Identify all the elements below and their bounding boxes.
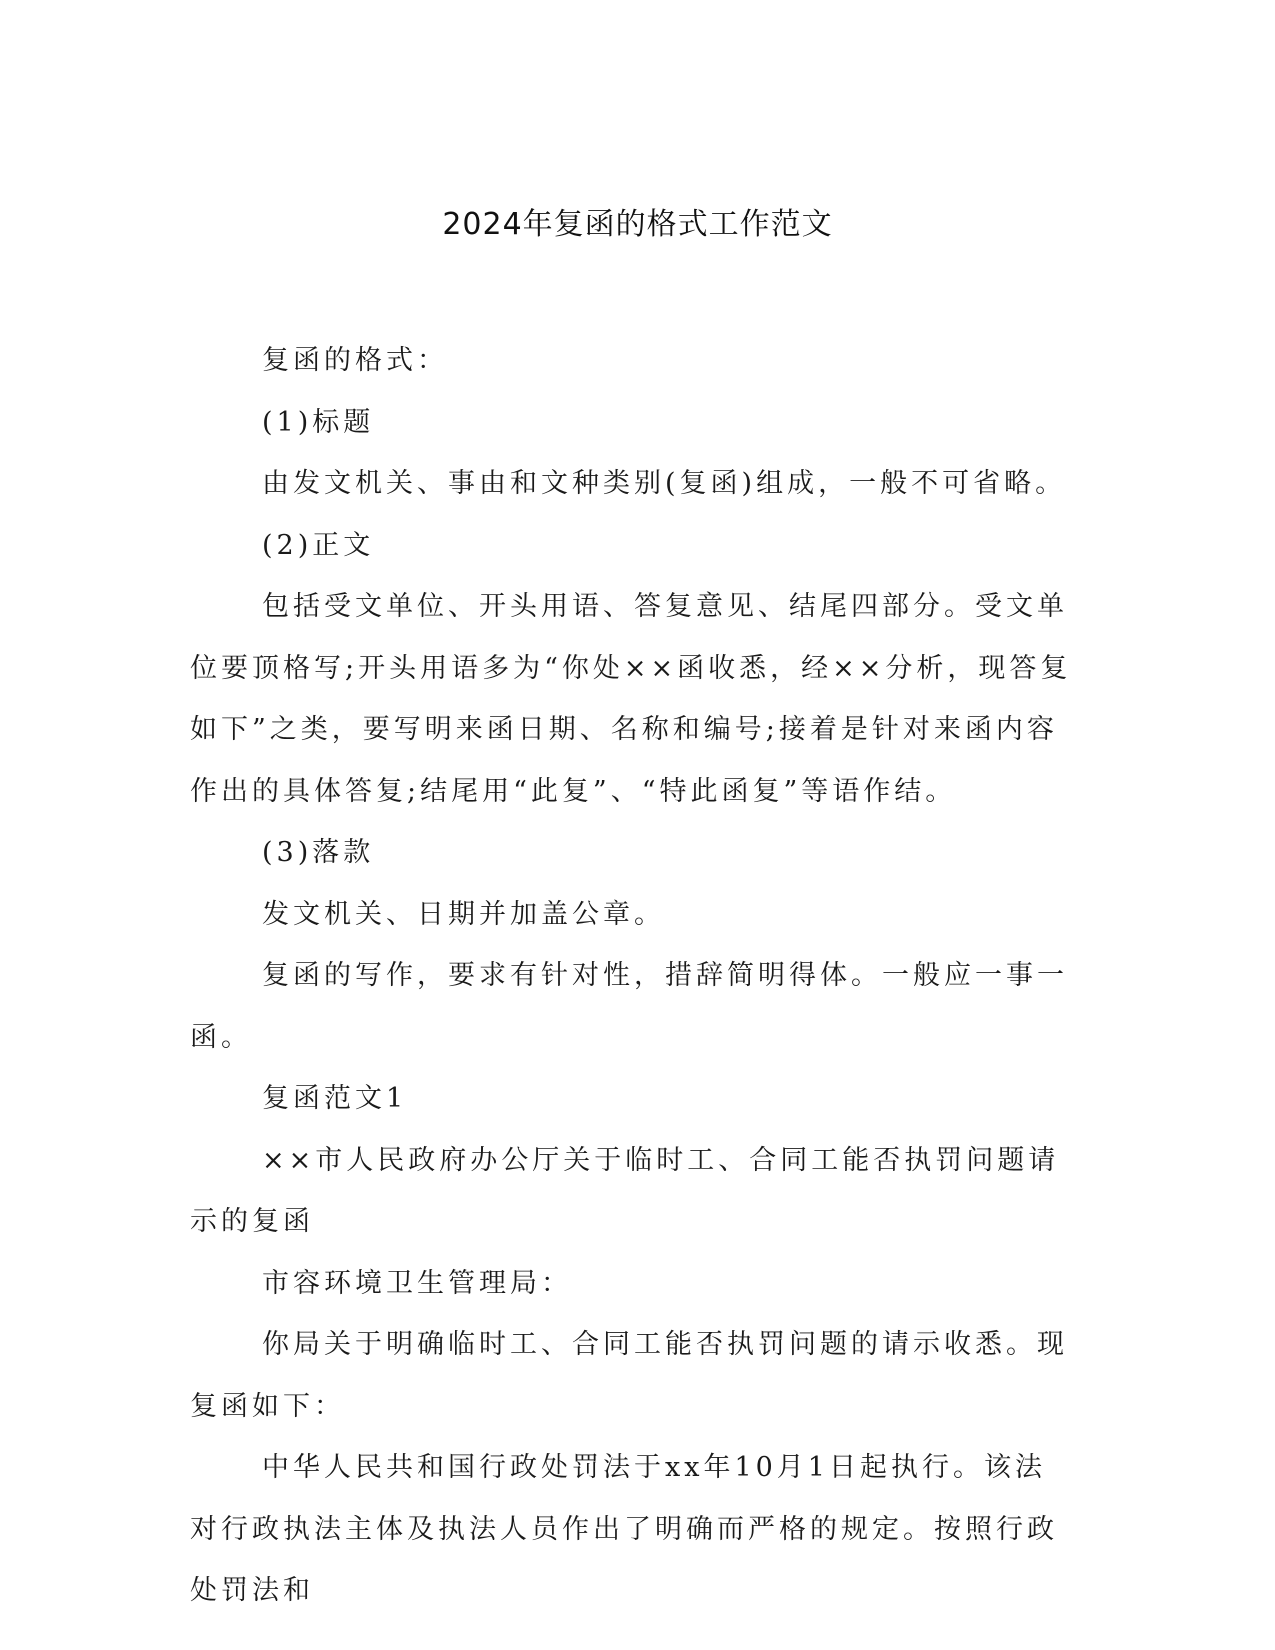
paragraph-format-heading: 复函的格式： — [262, 345, 448, 376]
paragraph-body-heading: (2)正文 — [262, 529, 375, 561]
paragraph-title-heading: (1)标题 — [262, 406, 375, 438]
paragraph-sample-title: ××市人民政府办公厅关于临时工、合同工能否执罚问题请示的复函 — [190, 1144, 1060, 1237]
paragraph-signature-desc: 发文机关、日期并加盖公章。 — [262, 898, 665, 930]
paragraph-title-desc: 由发文机关、事由和文种类别(复函)组成，一般不可省略。 — [262, 468, 1067, 499]
paragraph-writing-requirements: 复函的写作，要求有针对性，措辞简明得体。一般应一事一函。 — [190, 960, 1068, 1053]
paragraph-sample-heading: 复函范文1 — [262, 1083, 408, 1114]
paragraph-body-desc: 包括受文单位、开头用语、答复意见、结尾四部分。受文单位要顶格写;开头用语多为“你处××函收悉，经××分析，现答复如下”之类，要写明来函日期、名称和编号;接着是针对来函内容作出的具体答复;结尾用“此复”、“特此函复”等语作结。 — [190, 591, 1072, 807]
paragraph-reply-content: 中华人民共和国行政处罚法于xx年10月1日起执行。该法对行政执法主体及执法人员作出了明确而严格的规定。按照行政处罚法和 — [190, 1452, 1058, 1606]
paragraph-signature-heading: (3)落款 — [262, 837, 375, 868]
document-body — [190, 330, 1075, 1622]
paragraph-opening: 你局关于明确临时工、合同工能否执罚问题的请示收悉。现复函如下： — [190, 1329, 1068, 1422]
document-title: 2024年复函的格式工作范文 — [442, 207, 833, 242]
paragraph-recipient: 市容环境卫生管理局： — [262, 1267, 572, 1299]
